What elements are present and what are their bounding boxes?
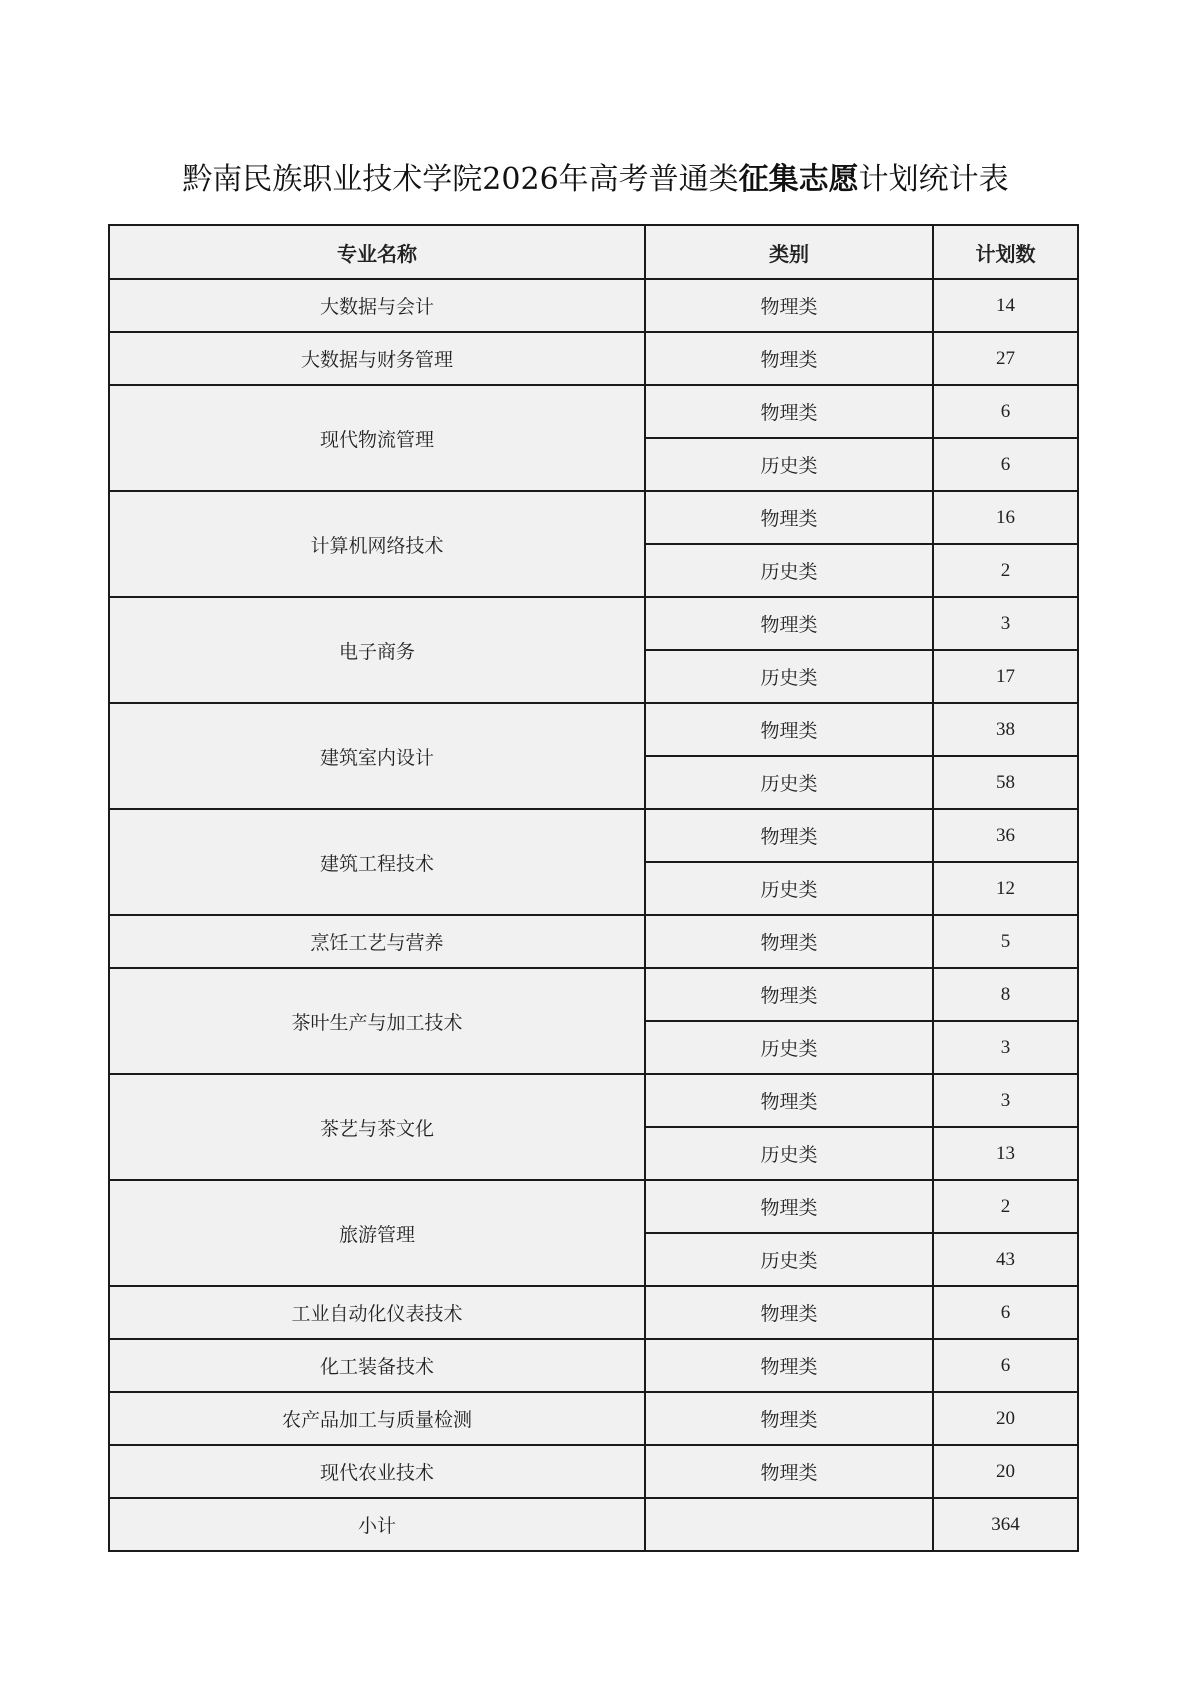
table-row (109, 968, 1078, 1021)
title-bold: 征集志愿 (738, 162, 859, 197)
count-cell: 58 (933, 756, 1078, 809)
table-row (109, 915, 1078, 968)
category-cell: 物理类 (645, 968, 933, 1021)
count-cell: 16 (933, 491, 1078, 544)
table-row (109, 1180, 1078, 1233)
header-row (109, 225, 1078, 279)
count-cell: 14 (933, 279, 1078, 332)
table-row (109, 597, 1078, 650)
table-row (109, 1339, 1078, 1392)
count-cell: 2 (933, 544, 1078, 597)
table-row (109, 703, 1078, 756)
header-category: 类别 (645, 225, 933, 279)
category-cell: 物理类 (645, 1445, 933, 1498)
category-cell: 物理类 (645, 809, 933, 862)
total-category-cell (645, 1498, 933, 1551)
count-cell: 20 (933, 1392, 1078, 1445)
major-name-cell: 茶艺与茶文化 (109, 1074, 645, 1180)
count-cell: 5 (933, 915, 1078, 968)
count-cell: 8 (933, 968, 1078, 1021)
category-cell: 物理类 (645, 703, 933, 756)
category-cell: 历史类 (645, 544, 933, 597)
count-cell: 6 (933, 1339, 1078, 1392)
count-cell: 27 (933, 332, 1078, 385)
count-cell: 13 (933, 1127, 1078, 1180)
major-name-cell: 工业自动化仪表技术 (109, 1286, 645, 1339)
count-cell: 6 (933, 1286, 1078, 1339)
count-cell: 3 (933, 1074, 1078, 1127)
header-major: 专业名称 (109, 225, 645, 279)
category-cell: 历史类 (645, 1233, 933, 1286)
major-name-cell: 化工装备技术 (109, 1339, 645, 1392)
category-cell: 物理类 (645, 1074, 933, 1127)
count-cell: 2 (933, 1180, 1078, 1233)
major-name-cell: 农产品加工与质量检测 (109, 1392, 645, 1445)
count-cell: 20 (933, 1445, 1078, 1498)
table-row (109, 491, 1078, 544)
table-row (109, 1286, 1078, 1339)
major-name-cell: 现代农业技术 (109, 1445, 645, 1498)
category-cell: 历史类 (645, 756, 933, 809)
total-row (109, 1498, 1078, 1551)
major-name-cell: 现代物流管理 (109, 385, 645, 491)
category-cell: 历史类 (645, 650, 933, 703)
total-count-cell: 364 (933, 1498, 1078, 1551)
count-cell: 36 (933, 809, 1078, 862)
major-name-cell: 旅游管理 (109, 1180, 645, 1286)
count-cell: 6 (933, 438, 1078, 491)
category-cell: 物理类 (645, 1392, 933, 1445)
count-cell: 12 (933, 862, 1078, 915)
table-row (109, 1392, 1078, 1445)
category-cell: 物理类 (645, 597, 933, 650)
category-cell: 物理类 (645, 1286, 933, 1339)
major-name-cell: 大数据与会计 (109, 279, 645, 332)
count-cell: 38 (933, 703, 1078, 756)
major-name-cell: 建筑工程技术 (109, 809, 645, 915)
table-row (109, 809, 1078, 862)
category-cell: 物理类 (645, 385, 933, 438)
category-cell: 物理类 (645, 279, 933, 332)
document-title (0, 160, 1191, 200)
major-name-cell: 烹饪工艺与营养 (109, 915, 645, 968)
title-suffix: 计划统计表 (858, 162, 1009, 197)
table-body (109, 279, 1078, 1551)
major-name-cell: 电子商务 (109, 597, 645, 703)
category-cell: 历史类 (645, 1021, 933, 1074)
count-cell: 43 (933, 1233, 1078, 1286)
category-cell: 历史类 (645, 862, 933, 915)
table-row (109, 385, 1078, 438)
title-prefix: 黔南民族职业技术学院2026年高考普通类 (182, 162, 739, 197)
major-name-cell: 建筑室内设计 (109, 703, 645, 809)
major-name-cell: 茶叶生产与加工技术 (109, 968, 645, 1074)
category-cell: 物理类 (645, 915, 933, 968)
count-cell: 17 (933, 650, 1078, 703)
category-cell: 物理类 (645, 1180, 933, 1233)
total-label-cell: 小计 (109, 1498, 645, 1551)
count-cell: 6 (933, 385, 1078, 438)
major-name-cell: 计算机网络技术 (109, 491, 645, 597)
category-cell: 历史类 (645, 1127, 933, 1180)
table-row (109, 1445, 1078, 1498)
table-row (109, 1074, 1078, 1127)
plan-table (108, 224, 1079, 1552)
category-cell: 历史类 (645, 438, 933, 491)
count-cell: 3 (933, 597, 1078, 650)
major-name-cell: 大数据与财务管理 (109, 332, 645, 385)
table-row (109, 279, 1078, 332)
category-cell: 物理类 (645, 491, 933, 544)
category-cell: 物理类 (645, 332, 933, 385)
header-count: 计划数 (933, 225, 1078, 279)
table-row (109, 332, 1078, 385)
category-cell: 物理类 (645, 1339, 933, 1392)
count-cell: 3 (933, 1021, 1078, 1074)
